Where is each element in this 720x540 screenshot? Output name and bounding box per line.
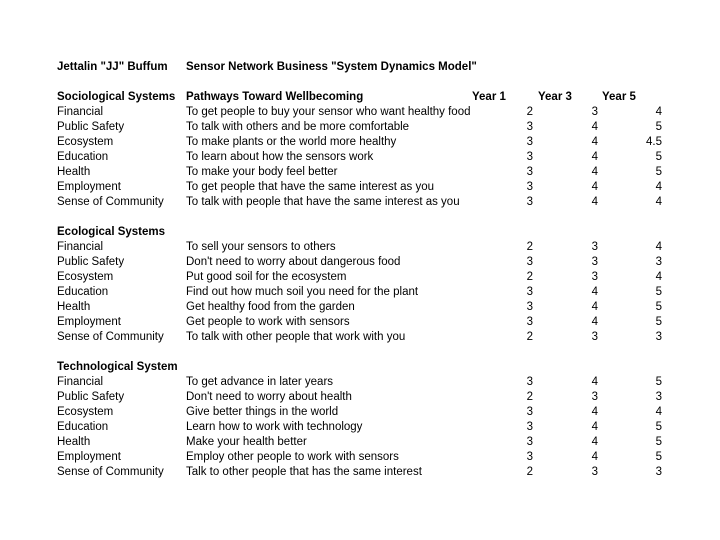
year-5-value: 5 [655,316,662,328]
year-1-value: 3 [526,451,533,463]
table-row [0,315,720,330]
year-3-header: Year 3 [538,91,572,103]
year-3-value: 4 [591,136,598,148]
section-header-row [0,360,720,375]
year-5-value: 5 [655,451,662,463]
year-5-value: 5 [655,166,662,178]
year-3-value: 4 [591,286,598,298]
section-title: Sociological Systems [57,91,176,103]
document-title: Sensor Network Business "System Dynamics Model" [186,61,477,73]
year-1-value: 2 [526,271,533,283]
category-cell: Health [57,166,91,178]
year-1-value: 3 [526,181,533,193]
year-1-value: 3 [526,301,533,313]
category-cell: Education [57,151,109,163]
year-5-value: 5 [655,301,662,313]
pathway-cell: Don't need to worry about health [186,391,352,403]
year-5-value: 5 [655,436,662,448]
year-5-value: 4 [655,181,662,193]
pathway-cell: Don't need to worry about dangerous food [186,256,401,268]
year-5-value: 4 [655,271,662,283]
year-3-value: 3 [591,271,598,283]
year-5-value: 5 [655,121,662,133]
year-3-value: 3 [591,331,598,343]
category-cell: Health [57,436,91,448]
category-cell: Financial [57,106,104,118]
category-cell: Employment [57,316,121,328]
pathway-cell: To get people that have the same interest as you [186,181,435,193]
year-1-value: 2 [526,466,533,478]
year-1-header: Year 1 [472,91,506,103]
year-1-value: 3 [526,121,533,133]
year-3-value: 4 [591,376,598,388]
year-5-value: 4 [655,241,662,253]
year-1-value: 3 [526,316,533,328]
pathway-cell: To get people to buy your sensor who want healthy food [186,106,471,118]
pathway-cell: Put good soil for the ecosystem [186,271,347,283]
pathway-cell: To talk with others and be more comfortable [186,121,410,133]
year-1-value: 3 [526,286,533,298]
year-1-value: 3 [526,166,533,178]
year-5-value: 3 [655,256,662,268]
author-name: Jettalin "JJ" Buffum [57,61,168,73]
year-5-value: 5 [655,151,662,163]
year-5-value: 5 [655,376,662,388]
category-cell: Employment [57,451,121,463]
category-cell: Ecosystem [57,136,114,148]
title-row [0,60,720,75]
table-row [0,255,720,270]
pathway-cell: To make your body feel better [186,166,338,178]
year-3-value: 4 [591,121,598,133]
year-1-value: 2 [526,241,533,253]
category-cell: Sense of Community [57,196,164,208]
table-row [0,405,720,420]
table-row [0,465,720,480]
pathway-cell: Make your health better [186,436,307,448]
year-1-value: 2 [526,106,533,118]
category-cell: Financial [57,376,104,388]
table-row [0,300,720,315]
year-5-value: 3 [655,391,662,403]
table-row [0,270,720,285]
pathway-cell: Get healthy food from the garden [186,301,355,313]
year-3-value: 4 [591,166,598,178]
table-row [0,450,720,465]
table-row [0,435,720,450]
year-3-value: 3 [591,241,598,253]
pathway-cell: Talk to other people that has the same interest [186,466,422,478]
year-1-value: 3 [526,256,533,268]
year-5-header: Year 5 [602,91,636,103]
year-1-value: 3 [526,436,533,448]
year-1-value: 3 [526,376,533,388]
year-3-value: 3 [591,391,598,403]
category-cell: Public Safety [57,391,125,403]
year-3-value: 4 [591,451,598,463]
table-row [0,150,720,165]
year-5-value: 4 [655,406,662,418]
table-row [0,180,720,195]
year-1-value: 3 [526,136,533,148]
year-5-value: 5 [655,421,662,433]
category-cell: Public Safety [57,256,125,268]
year-3-value: 3 [591,256,598,268]
pathway-cell: To sell your sensors to others [186,241,336,253]
year-1-value: 2 [526,391,533,403]
year-5-value: 4 [655,106,662,118]
year-1-value: 3 [526,406,533,418]
year-3-value: 4 [591,316,598,328]
table-row [0,390,720,405]
section-header-row [0,225,720,240]
pathway-cell: To talk with people that have the same interest as you [186,196,460,208]
table-row [0,120,720,135]
section-header-row [0,90,720,105]
category-cell: Employment [57,181,121,193]
category-cell: Education [57,286,109,298]
pathway-cell: To learn about how the sensors work [186,151,374,163]
pathway-cell: Get people to work with sensors [186,316,350,328]
year-3-value: 4 [591,151,598,163]
pathway-cell: Employ other people to work with sensors [186,451,399,463]
pathway-cell: Find out how much soil you need for the plant [186,286,419,298]
year-3-value: 4 [591,196,598,208]
section-title: Ecological Systems [57,226,166,238]
year-5-value: 4.5 [646,136,662,148]
category-cell: Education [57,421,109,433]
year-5-value: 4 [655,196,662,208]
table-row [0,285,720,300]
year-3-value: 3 [591,466,598,478]
table-row [0,195,720,210]
pathway-cell: To talk with other people that work with you [186,331,406,343]
table-row [0,165,720,180]
year-3-value: 4 [591,436,598,448]
category-cell: Ecosystem [57,271,114,283]
year-5-value: 5 [655,286,662,298]
table-row [0,105,720,120]
table-row [0,135,720,150]
year-3-value: 4 [591,421,598,433]
year-3-value: 4 [591,406,598,418]
year-1-value: 3 [526,196,533,208]
category-cell: Health [57,301,91,313]
pathway-cell: Give better things in the world [186,406,339,418]
pathway-column-header: Pathways Toward Wellbecoming [186,91,364,103]
table-row [0,375,720,390]
pathway-cell: To get advance in later years [186,376,334,388]
year-5-value: 3 [655,466,662,478]
year-1-value: 3 [526,151,533,163]
pathway-cell: Learn how to work with technology [186,421,363,433]
category-cell: Public Safety [57,121,125,133]
table-row [0,330,720,345]
year-1-value: 2 [526,331,533,343]
section-title: Technological System [57,361,178,373]
category-cell: Sense of Community [57,331,164,343]
table-row [0,240,720,255]
table-row [0,420,720,435]
year-1-value: 3 [526,421,533,433]
category-cell: Ecosystem [57,406,114,418]
year-3-value: 4 [591,181,598,193]
category-cell: Sense of Community [57,466,164,478]
category-cell: Financial [57,241,104,253]
year-3-value: 4 [591,301,598,313]
pathway-cell: To make plants or the world more healthy [186,136,397,148]
year-5-value: 3 [655,331,662,343]
year-3-value: 3 [591,106,598,118]
